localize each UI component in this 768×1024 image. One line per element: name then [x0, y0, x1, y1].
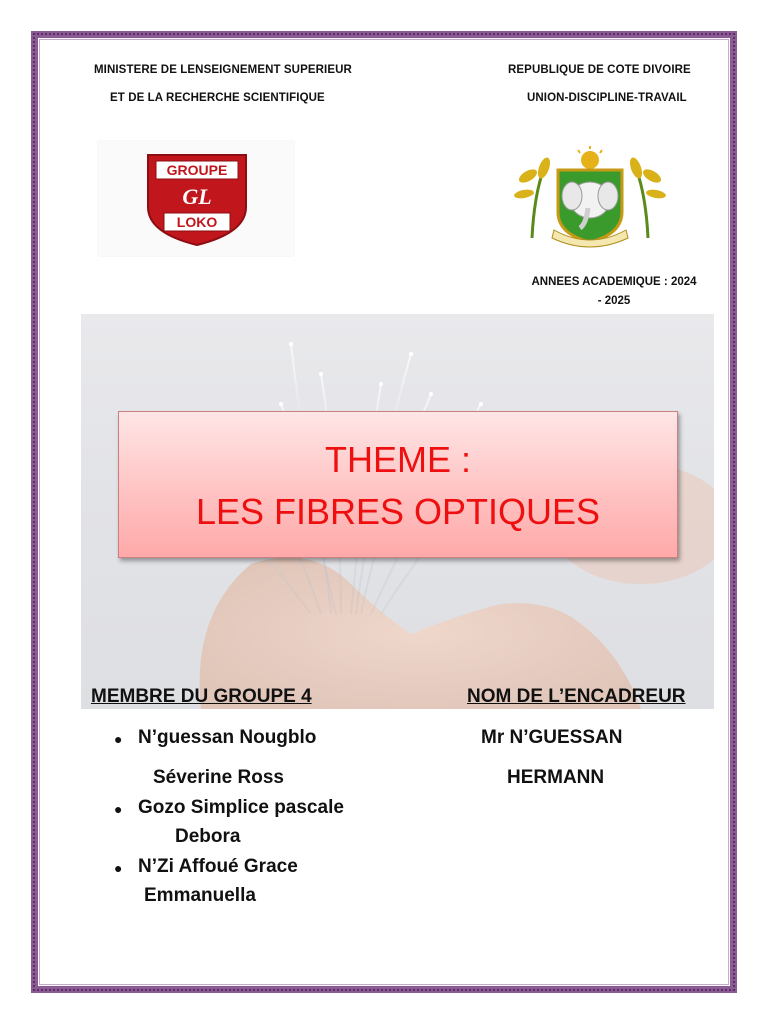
theme-title-box [118, 411, 678, 558]
members-heading: MEMBRE DU GROUPE 4 [91, 686, 312, 707]
groupe-loko-logo [98, 141, 294, 256]
member-2-line-1: Gozo Simplice pascale [138, 797, 344, 818]
coat-of-arms-emblem [514, 146, 666, 254]
academic-year-line-2: - 2025 [597, 295, 631, 307]
logo-top-text: GROUPE [166, 162, 228, 178]
theme-label: THEME : [324, 439, 471, 480]
advisor-name-line-2: HERMANN [507, 767, 605, 788]
bullet-icon: ● [114, 731, 123, 747]
member-2-line-2: Debora [175, 826, 241, 847]
logo-monogram: GL [182, 184, 212, 209]
bullet-icon: ● [114, 860, 123, 876]
member-3-line-2: Emmanuella [144, 885, 256, 906]
ministry-line-1: MINISTERE DE LENSEIGNEMENT SUPERIEUR [94, 64, 352, 76]
member-3-line-1: N’Zi Affoué Grace [138, 856, 298, 877]
advisor-name-line-1: Mr N’GUESSAN [481, 727, 623, 748]
ministry-line-2: ET DE LA RECHERCHE SCIENTIFIQUE [110, 92, 325, 104]
academic-year-line-1: ANNEES ACADEMIQUE : 2024 [531, 276, 697, 288]
theme-title: LES FIBRES OPTIQUES [195, 491, 601, 532]
academic-year [514, 273, 714, 311]
member-1-line-1: N’guessan Nougblo [138, 727, 317, 748]
country-motto: UNION-DISCIPLINE-TRAVAIL [527, 92, 687, 104]
logo-bottom-text: LOKO [176, 214, 218, 230]
bullet-icon: ● [114, 801, 123, 817]
advisor-heading: NOM DE L’ENCADREUR [467, 686, 686, 707]
member-1-line-2: Séverine Ross [153, 767, 284, 788]
country-name: REPUBLIQUE DE COTE DIVOIRE [508, 64, 691, 76]
